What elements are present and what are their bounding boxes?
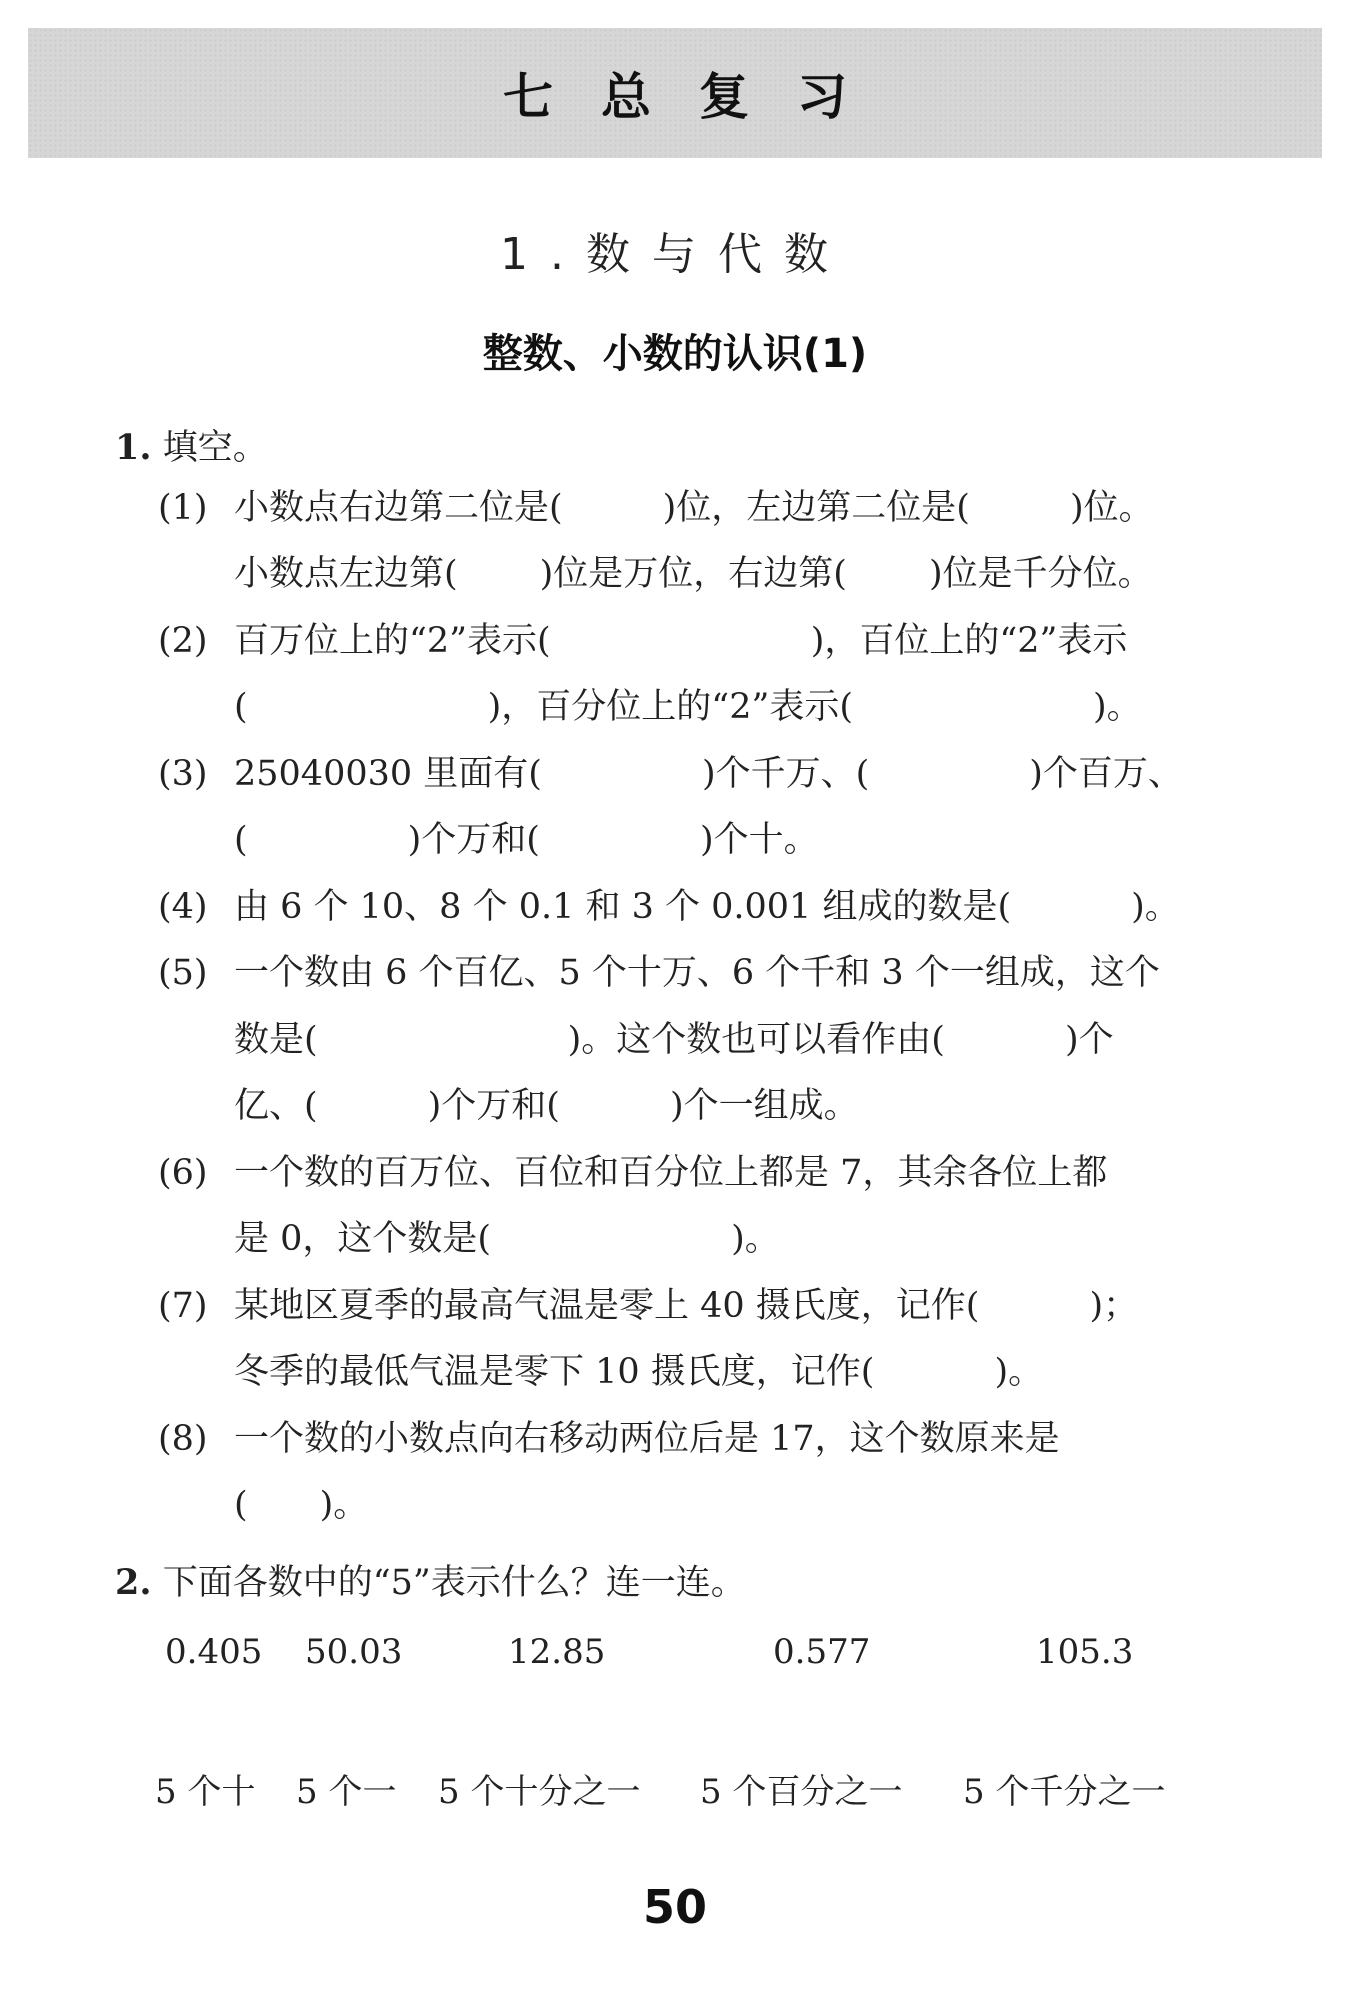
- number-row: [0, 1622, 1350, 1682]
- q1-item-3-line-1: (3) 25040030 里面有( )个千万、( )个百万、: [158, 741, 1238, 807]
- q1-item-7-line-2: 冬季的最低气温是零下 10 摄氏度，记作( )。: [234, 1352, 1044, 1392]
- item-number: (5): [158, 953, 208, 993]
- page-number: 50: [642, 1880, 707, 1934]
- meaning-item[interactable]: 5 个一: [296, 1772, 397, 1812]
- q1-item-5-line-3: 亿、( )个万和( )个一组成。: [234, 1086, 859, 1126]
- section-title: 1.数与代数: [500, 229, 850, 280]
- chapter-title: 七总复习: [503, 68, 895, 126]
- question-2-number: 2.: [115, 1562, 152, 1603]
- meaning-item[interactable]: 5 个十分之一: [438, 1772, 641, 1812]
- number-item[interactable]: 105.3: [1036, 1632, 1134, 1672]
- q1-item-6-line-2: 是 0，这个数是( )。: [234, 1219, 780, 1259]
- item-number: (7): [158, 1286, 208, 1326]
- number-item[interactable]: 50.03: [305, 1632, 403, 1672]
- item-number: (8): [158, 1419, 208, 1459]
- q1-item-4-line-1: (4) 由 6 个 10、8 个 0.1 和 3 个 0.001 组成的数是( )。: [158, 874, 1238, 940]
- q1-item-6-line-1: (6) 一个数的百万位、百位和百分位上都是 7，其余各位上都: [158, 1140, 1238, 1206]
- meaning-row: [0, 1762, 1350, 1822]
- meaning-item[interactable]: 5 个百分之一: [700, 1772, 903, 1812]
- meaning-item[interactable]: 5 个千分之一: [963, 1772, 1166, 1812]
- q1-item-2-line-2: ( )，百分位上的“2”表示( )。: [234, 687, 1142, 727]
- q1-item-2-line-1: (2) 百万位上的“2”表示( )，百位上的“2”表示: [158, 608, 1238, 674]
- number-item[interactable]: 0.405: [165, 1632, 263, 1672]
- item-number: (4): [158, 887, 208, 927]
- question-2-title: 下面各数中的“5”表示什么？连一连。: [162, 1563, 746, 1603]
- item-number: (1): [158, 488, 208, 528]
- q1-item-8-line-1: (8) 一个数的小数点向右移动两位后是 17，这个数原来是: [158, 1406, 1238, 1472]
- item-number: (6): [158, 1153, 208, 1193]
- q1-item-8-line-2: ( )。: [234, 1485, 369, 1525]
- q1-item-1-line-1: (1) 小数点右边第二位是( )位，左边第二位是( )位。: [158, 475, 1238, 541]
- number-item[interactable]: 12.85: [508, 1632, 606, 1672]
- lesson-subtitle: 整数、小数的认识(1): [482, 331, 868, 377]
- item-number: (3): [158, 754, 208, 794]
- q1-item-7-line-1: (7) 某地区夏季的最高气温是零上 40 摄氏度，记作( )；: [158, 1273, 1238, 1339]
- q1-item-1-line-2: 小数点左边第( )位是万位，右边第( )位是千分位。: [234, 554, 1153, 594]
- question-1-number: 1.: [115, 427, 152, 468]
- meaning-item[interactable]: 5 个十: [155, 1772, 256, 1812]
- question-2-heading: [115, 1555, 746, 1605]
- q1-item-3-line-2: ( )个万和( )个十。: [234, 820, 819, 860]
- number-item[interactable]: 0.577: [773, 1632, 871, 1672]
- question-1-title: 填空。: [162, 428, 268, 468]
- question-1-heading: [115, 420, 268, 470]
- q1-item-5-line-2: 数是( )。这个数也可以看作由( )个: [234, 1020, 1114, 1060]
- q1-item-5-line-1: (5) 一个数由 6 个百亿、5 个十万、6 个千和 3 个一组成，这个: [158, 940, 1238, 1006]
- item-number: (2): [158, 621, 208, 661]
- chapter-banner: [28, 28, 1322, 158]
